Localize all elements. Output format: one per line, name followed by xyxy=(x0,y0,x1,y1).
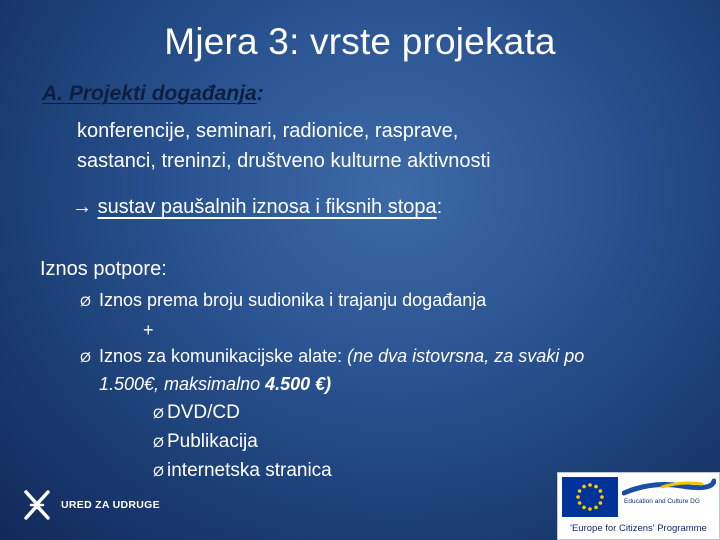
ured-logo-icon xyxy=(22,486,52,524)
bullet-item-2-amounts: 1.500€, maksimalno xyxy=(99,374,266,394)
section-a-heading xyxy=(42,80,264,108)
tool-item-website xyxy=(153,458,332,484)
tool-item-label: DVD/CD xyxy=(167,402,240,423)
arrow-bullet-icon: Ø xyxy=(153,463,164,479)
tool-item-publication xyxy=(153,429,258,455)
arrow-bullet-icon: Ø xyxy=(153,405,164,421)
eu-programme-text: 'Europe for Citizens' Programme xyxy=(570,523,707,534)
arrow-icon: → xyxy=(72,196,98,218)
bullet-item-2-line-2 xyxy=(99,371,331,397)
arrow-bullet-icon: Ø xyxy=(80,349,91,365)
bullet-item-2 xyxy=(80,343,584,370)
bullet-item-2-text: Iznos za komunikacijske alate: xyxy=(99,346,348,366)
org-name: URED ZA UDRUGE xyxy=(61,499,160,511)
arrow-bullet-icon: Ø xyxy=(80,293,91,309)
system-line xyxy=(72,193,442,221)
slide-title: Mjera 3: vrste projekata xyxy=(164,21,556,62)
eu-dg-text: Education and Culture DG xyxy=(624,498,700,505)
bullet-item-2-max: 4.500 €) xyxy=(265,374,332,394)
tool-item-dvd xyxy=(153,400,240,426)
section-a-label: A. Projekti događanja xyxy=(42,82,257,105)
plus-sign: + xyxy=(143,320,154,340)
ured-za-udruge-logo xyxy=(22,486,160,524)
system-text: sustav paušalnih iznosa i fiksnih stopa xyxy=(97,196,437,218)
activities-line-1: konferencije, seminari, radionice, rasprave, xyxy=(77,120,459,142)
arrow-bullet-icon: Ø xyxy=(153,434,164,450)
tool-item-label: Publikacija xyxy=(167,431,258,452)
system-colon: : xyxy=(436,196,443,218)
bullet-item-2-note: (ne dva istovrsna, za svaki po xyxy=(347,346,585,366)
eu-programme-logo xyxy=(557,472,720,540)
eu-swoosh-icon xyxy=(622,477,716,497)
support-heading: Iznos potpore: xyxy=(40,258,167,280)
activities-line-2: sastanci, treninzi, društveno kulturne aktivnosti xyxy=(77,150,491,172)
bullet-item-1 xyxy=(80,287,486,314)
section-a-colon: : xyxy=(256,82,264,105)
tool-item-label: internetska stranica xyxy=(167,460,332,481)
bullet-item-1-text: Iznos prema broju sudionika i trajanju događanja xyxy=(99,290,487,310)
eu-flag-icon xyxy=(562,477,618,517)
